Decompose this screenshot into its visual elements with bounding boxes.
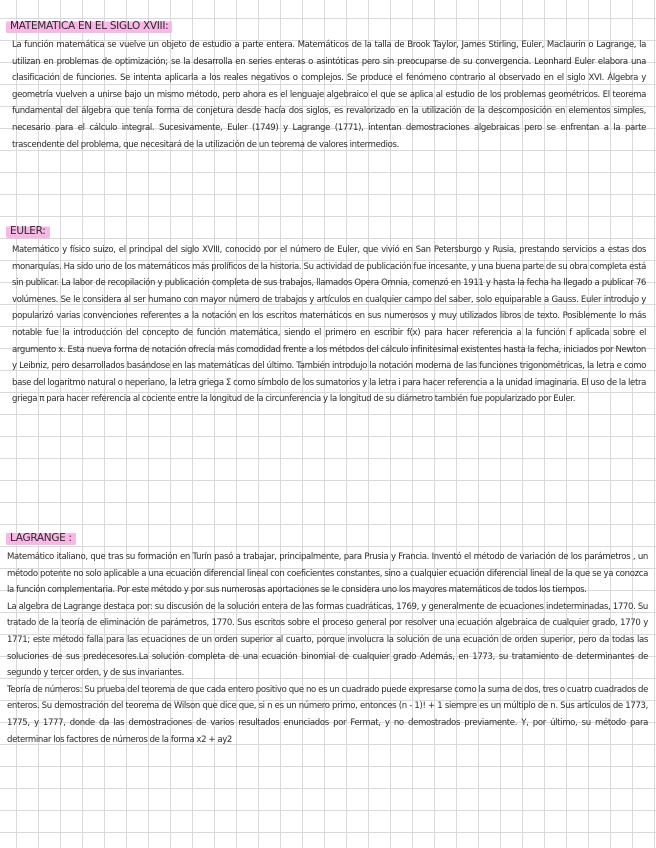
section-siglo-xviii [0, 14, 656, 153]
section-heading: MATEMATICA EN EL SIGLO XVIII: [6, 19, 172, 34]
section-lagrange [0, 526, 656, 748]
paragraph: La algebra de Lagrange destaca por: su discusión de la solución entera de las formas cuadráticas, 1769, y generalmente de ecuaciones indeterminadas, 1770. Su tratado de la teoría de eliminación de parámetros, 1770. Sus escritos sobre el proceso general por resolver una ecuación algebraica de cualquier grado, 1770 y 1771; este método falla para las ecuaciones de un orden superior al cuarto, porque involucra la solución de una ecuación de orden superior, pero da todas las soluciones de sus predecesores.La solución completa de una ecuación binomial de cualquier grado Además, en 1773, su tratamiento de determinantes de segundo y tercer orden, y de sus invariantes. [7, 601, 648, 679]
paragraph: Teoría de números: Su prueba del teorema de que cada entero positivo que no es un cuadrado puede expresarse como la suma de dos, tres o cuatro cuadrados de enteros. Su demostración del teorema de Wilson que dice que, si n es un número primo, entonces (n - 1)! + 1 siempre es un múltiplo de n. Sus artículos de 1773, 1775, y 1777, donde da las demostraciones de varios resultados enunciados por Fermat, y no demostrados previamente. Y, por último, su método para determinar los factores de números de la forma x2 + ay2 [7, 684, 648, 745]
section-euler [0, 219, 656, 408]
paragraph: La función matemática se vuelve un objeto de estudio a parte entera. Matemáticos de la talla de Brook Taylor, James Stirling, Euler, Maclaurin o Lagrange, la utilizan en problemas de optimización; se la desarrolla en series enteras o asintóticas pero sin preocuparse de su convergencia. Leonhard Euler elabora una clasificación de funciones. Se intenta aplicarla a los reales negativos o complejos. Se produce el fenómeno contrario al observado en el siglo XVI. Álgebra y geometría vuelven a unirse bajo un mismo método, pero ahora es el lenguaje algebraico el que se aplica al estudio de los problemas geométricos. El teorema fundamental del álgebra que tenía forma de conjetura desde hacía dos siglos, es revalorizado en la utilización de la descomposición en elementos simples, necesario para el cálculo integral. Sucesivamente, Euler (1749) y Lagrange (1771), intentan demostraciones algebraicas pero se enfrentan a la parte trascendente del problema, que necesitará de la utilización de un teorema de valores intermedios. [12, 40, 646, 150]
section-heading: LAGRANGE : [6, 531, 76, 546]
paragraph: Matemático italiano, que tras su formación en Turín pasó a trabajar, principalmente, para Prusia y Francia. Inventó el método de variación de los parámetros , un método potente no solo aplicable a una ecuación diferencial lineal con coeficientes constantes, sino a cualquier ecuación diferencial lineal de la que se ya conozca la función complementaria. Por este método y por sus numerosas aportaciones se le considera uno los mayores matemáticos de todos los tiempos. [7, 552, 648, 596]
paragraph: Matemático y físico suizo, el principal del siglo XVIII, conocido por el número de Euler, que vivió en San Petersburgo y Rusia, prestando servicios a estas dos monarquías. Ha sido uno de los matemáticos más prolíficos de la historia. Su actividad de publicación fue incesante, y una buena parte de su obra completa está sin publicar. La labor de recopilación y publicación completa de sus trabajos, llamados Opera Omnia, comenzó en 1911 y hasta la fecha ha llegado a publicar 76 volúmenes. Se le considera al ser humano con mayor número de trabajos y artículos en cualquier campo del saber, solo equiparable a Gauss. Euler introdujo y popularizó varias convenciones referentes a la notación en los escritos matemáticos en sus numerosos y muy utilizados libros de texto. Posiblemente lo más notable fue la introducción del concepto de función matemática, siendo el primero en escribir f(x) para hacer referencia a la función f aplicada sobre el argumento x. Esta nueva forma de notación ofrecía más comodidad frente a los métodos del cálculo infinitesimal existentes hasta la fecha, iniciados por Newton y Leibniz, pero desarrollados basándose en las matemáticas del último. También introdujo la notación moderna de las funciones trigonométricas, la letra e como base del logaritmo natural o neperiano, la letra griega Σ como símbolo de los sumatorios y la letra i para hacer referencia a la unidad imaginaria. El uso de la letra griega π para hacer referencia al cociente entre la longitud de la circunferencia y la longitud de su diámetro también fue popularizado por Euler. [12, 245, 646, 405]
section-heading: EULER: [6, 224, 50, 239]
